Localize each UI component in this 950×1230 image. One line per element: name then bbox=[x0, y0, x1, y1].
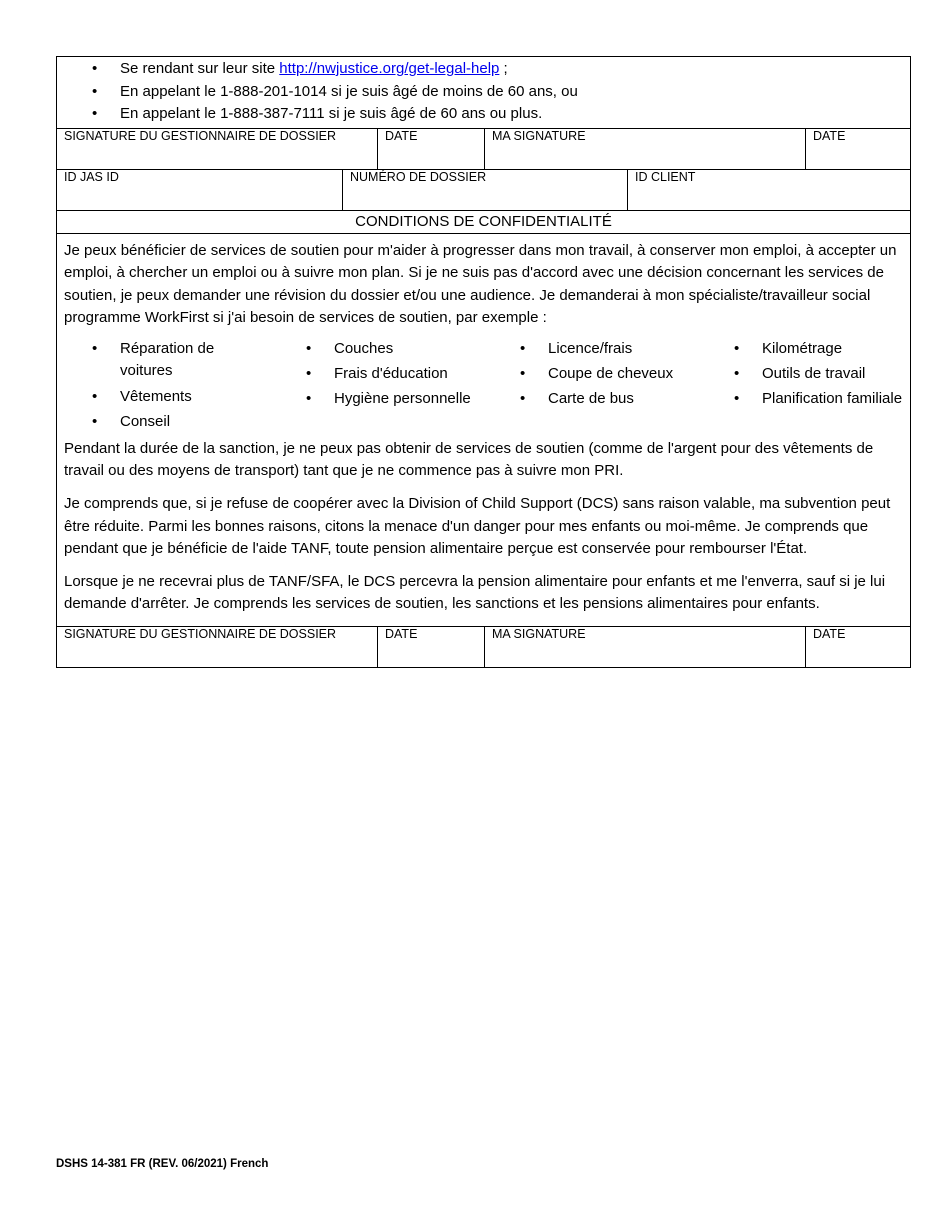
id-row bbox=[57, 169, 910, 210]
service-item: • Coupe de cheveux bbox=[485, 363, 699, 386]
services-column-4 bbox=[699, 338, 912, 436]
contact-list bbox=[57, 57, 910, 128]
contact-item-phone-under-60: • En appelant le 1-888-201-1014 si je suis âgé de moins de 60 ans, ou bbox=[57, 81, 910, 104]
service-item: • Réparation de voitures bbox=[57, 338, 271, 383]
support-services-intro: Je peux bénéficier de services de soutien pour m'aider à progresser dans mon travail, à conserver mon emploi, à accepter un emploi, à chercher un emploi ou à suivre mon plan. Si je ne suis pas d'accord avec une décision concernant les services de soutien, je peux demander une révision du dossier et/ou une audience. Je demanderai à mon spécialiste/travailleur social programme WorkFirst si j'ai besoin de services de soutien, par exemple : bbox=[64, 241, 897, 327]
client-id-label: ID CLIENT bbox=[635, 169, 696, 184]
client-id-field[interactable] bbox=[627, 170, 910, 210]
manager-date-field-2[interactable] bbox=[377, 627, 484, 667]
service-item: • Outils de travail bbox=[699, 363, 912, 386]
manager-signature-field[interactable] bbox=[57, 129, 377, 169]
service-item: • Carte de bus bbox=[485, 388, 699, 411]
my-signature-label: MA SIGNATURE bbox=[492, 626, 586, 641]
sanction-paragraph: Pendant la durée de la sanction, je ne peux pas obtenir de services de soutien (comme de l'argent pour des vêtements de travail ou des moyens de transport) tant que je ne commence pas à suivre mon PRI. bbox=[64, 439, 874, 480]
service-item: • Kilométrage bbox=[699, 338, 912, 361]
jas-id-label: ID JAS ID bbox=[64, 169, 119, 184]
service-item: • Vêtements bbox=[57, 386, 271, 409]
service-item: • Licence/frais bbox=[485, 338, 699, 361]
services-column-2 bbox=[271, 338, 485, 436]
signature-row-1 bbox=[57, 128, 910, 169]
closing-paragraph: Lorsque je ne recevrai plus de TANF/SFA, le DCS percevra la pension alimentaire pour enfants et me l'enverra, sauf si je lui demande d'arrêter. Je comprends les services de soutien, les sanctions et les pensions alimentaires pour enfants. bbox=[64, 572, 886, 613]
manager-signature-label: SIGNATURE DU GESTIONNAIRE DE DOSSIER bbox=[64, 626, 337, 641]
form-id-footer: DSHS 14-381 FR (REV. 06/2021) French bbox=[56, 1158, 269, 1170]
my-signature-field-2[interactable] bbox=[484, 627, 805, 667]
manager-date-label: DATE bbox=[385, 128, 418, 143]
form-table bbox=[56, 56, 911, 668]
signature-row-2 bbox=[57, 626, 910, 667]
service-item: • Planification familiale bbox=[699, 388, 912, 411]
services-column-1 bbox=[57, 338, 271, 436]
my-date-field-2[interactable] bbox=[805, 627, 910, 667]
my-signature-field[interactable] bbox=[484, 129, 805, 169]
my-date-label: DATE bbox=[813, 128, 846, 143]
legal-help-link[interactable]: http://nwjustice.org/get-legal-help bbox=[279, 60, 500, 77]
my-date-label: DATE bbox=[813, 626, 846, 641]
contact-item-website: • Se rendant sur leur site http://nwjustice.org/get-legal-help ; bbox=[57, 58, 910, 81]
service-item: • Hygiène personnelle bbox=[271, 388, 485, 411]
manager-date-field[interactable] bbox=[377, 129, 484, 169]
my-date-field[interactable] bbox=[805, 129, 910, 169]
services-column-3 bbox=[485, 338, 699, 436]
manager-signature-label: SIGNATURE DU GESTIONNAIRE DE DOSSIER bbox=[64, 128, 337, 143]
support-services-list bbox=[57, 330, 910, 438]
child-support-paragraph: Je comprends que, si je refuse de coopérer avec la Division of Child Support (DCS) sans raison valable, ma subvention peut être réduite. Parmi les bonnes raisons, citons la menace d'un danger pour mes enfants ou moi-même. Je comprends que pendant que je bénéficie de l'aide TANF, toute pension alimentaire perçue est conservée pour rembourser l'État. bbox=[64, 494, 891, 558]
manager-date-label: DATE bbox=[385, 626, 418, 641]
manager-signature-field-2[interactable] bbox=[57, 627, 377, 667]
my-signature-label: MA SIGNATURE bbox=[492, 128, 586, 143]
service-item: • Conseil bbox=[57, 411, 271, 434]
file-number-field[interactable] bbox=[342, 170, 627, 210]
service-item: • Couches bbox=[271, 338, 485, 361]
service-item: • Frais d'éducation bbox=[271, 363, 485, 386]
file-number-label: NUMÉRO DE DOSSIER bbox=[350, 169, 487, 184]
jas-id-field[interactable] bbox=[57, 170, 342, 210]
confidentiality-heading: CONDITIONS DE CONFIDENTIALITÉ bbox=[57, 210, 910, 234]
contact-item-phone-over-60: • En appelant le 1-888-387-7111 si je suis âgé de 60 ans ou plus. bbox=[57, 103, 910, 126]
